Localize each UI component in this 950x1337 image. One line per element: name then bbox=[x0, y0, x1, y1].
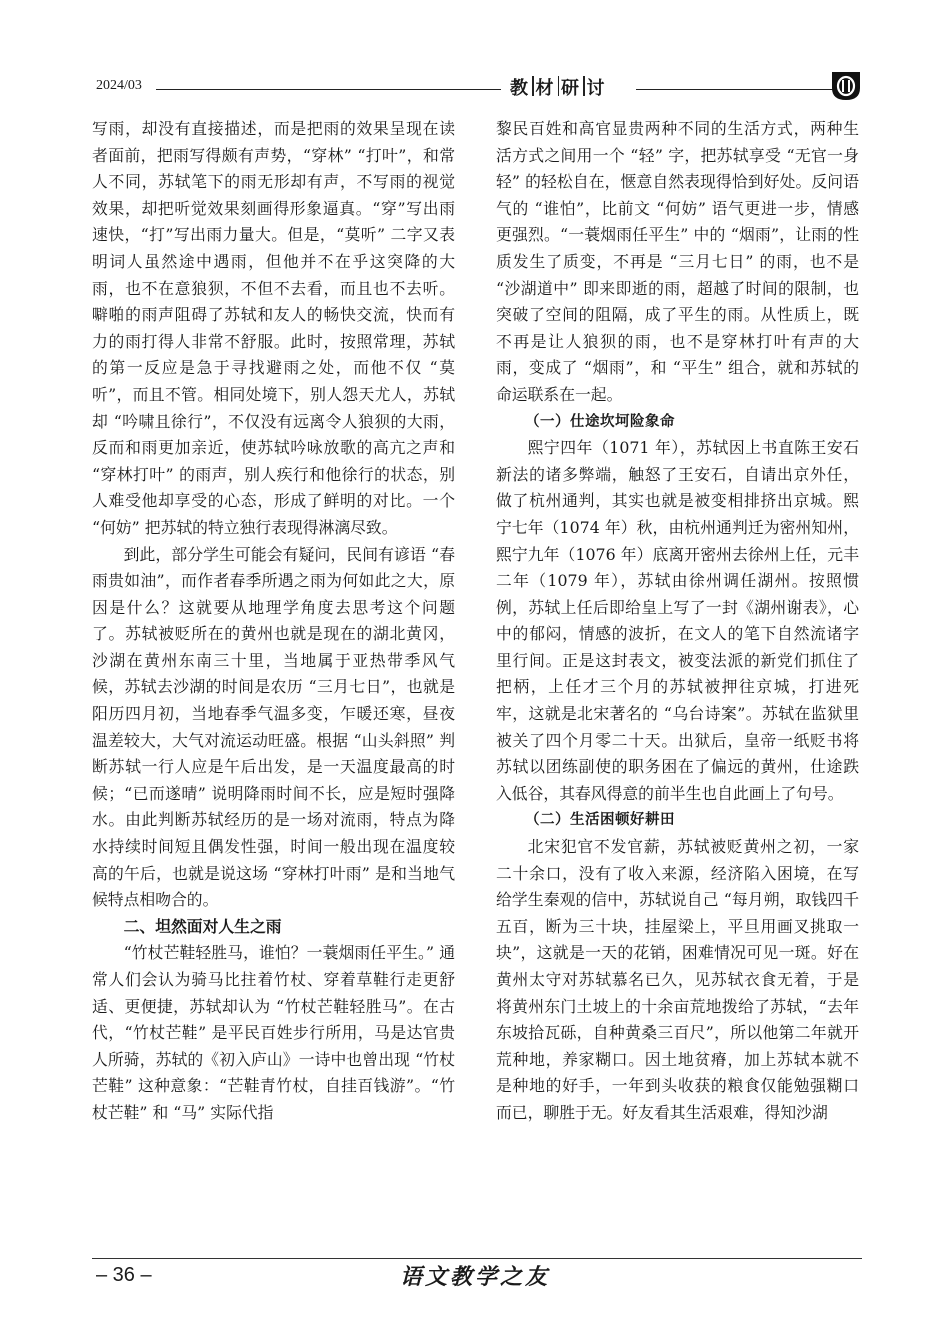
paragraph: 黎民百姓和高官显贵两种不同的生活方式，两种生活方式之间用一个 “轻” 字，把苏轼享受 “无官一身轻” 的轻松自在，惬意自然表现得恰到好处。反问语气的 “谁怕”，比前文 “何妨” 语气更进一步，情感更强烈。“一蓑烟雨任平生” 中的 “烟雨”，让雨的性质发生了质变，不再是 “三月七日” 的雨，也不是 “沙湖道中” 即来即逝的雨，超越了时间的限制，也突破了空间的阻隔，成了平生的雨。从性质上，既不再是让人狼狈的雨，也不是穿林打叶有声的大雨，变成了 “烟雨”，和 “平生” 组合，就和苏轼的命运联系在一起。 bbox=[496, 119, 859, 404]
paragraph: 熙宁四年（1071 年），苏轼因上书直陈王安石新法的诸多弊端，触怒了王安石，自请出京外任，做了杭州通判，其实也就是被变相排挤出京城。熙宁七年（1074 年）秋，由杭州通判迁为密州知州，熙宁九年（1076 年）底离开密州去徐州上任，元丰二年（1079 年），苏轼由徐州调任湖州。按照惯例，苏轼上任后即给皇上写了一封《湖州谢表》，心中的郁闷，情感的波折，在文人的笔下自然流诸字里行间。正是这封表文，被变法派的新党们抓住了把柄，上任才三个月的苏轼被押往京城，打进死牢，这就是北宋著名的 “乌台诗案”。苏轼在监狱里被关了四个月零二十天。出狱后，皇帝一纸贬书将苏轼以团练副使的职务困在了偏远的黄州，仕途跌入低谷，其春风得意的前半生也自此画上了句号。 bbox=[496, 438, 859, 803]
section-separator bbox=[558, 76, 560, 96]
paragraph: 写雨，却没有直接描述，而是把雨的效果呈现在读者面前，把雨写得颇有声势，“穿林” “打叶”，和常人不同，苏轼笔下的雨无形却有声，不写雨的视觉效果，却把听觉效果刻画得形象逼真。“穿”写出雨速快，“打”写出雨力量大。但是，“莫听” 二字又表明词人虽然途中遇雨，但他并不在乎这突降的大雨，也不在意狼狈，不但不去看，而且也不去听。噼啪的雨声阻碍了苏轼和友人的畅快交流，快而有力的雨打得人非常不舒服。此时，按照常理，苏轼的第一反应是急于寻找避雨之处，而他不仅 “莫听”，而且不管。相同处境下，别人怨天尤人，苏轼却 “吟啸且徐行”，不仅没有远离令人狼狈的大雨，反而和雨更加亲近，使苏轼吟咏放歌的高亢之声和 “穿林打叶” 的雨声，别人疾行和他徐行的状态，别人难受他却享受的心态，形成了鲜明的对比。一个 “何妨” 把苏轼的特立独行表现得淋漓尽致。 bbox=[92, 119, 455, 537]
paragraph: 北宋犯官不发官薪，苏轼被贬黄州之初，一家二十余口，没有了收入来源，经济陷入困境，在写给学生秦观的信中，苏轼说自己 “每月朔，取钱四千五百，断为三十块，挂屋梁上，平旦用画叉挑取一块”，这就是一天的花销，困难情况可见一斑。好在黄州太守对苏轼慕名已久，见苏轼衣食无着，于是将黄州东门土坡上的十余亩荒地拨给了苏轼，“去年东坡拾瓦砾，自种黄桑三百尺”，所以他第二年就开荒种地，养家糊口。因土地贫瘠，加上苏轼本就不是种地的好手，一年到头收获的粮食仅能勉强糊口而已，聊胜于无。好友看其生活艰难，得知沙湖 bbox=[496, 837, 859, 1122]
issue-date: 2024/03 bbox=[96, 78, 142, 93]
header-rule-right bbox=[636, 89, 834, 90]
header-rule-left bbox=[156, 89, 501, 90]
section-heading: （一）仕途坎坷险象命 bbox=[525, 413, 675, 430]
right-column bbox=[496, 116, 859, 1127]
section-heading: （二）生活困顿好耕田 bbox=[525, 812, 675, 829]
journal-name: 语文教学之友 bbox=[399, 1264, 550, 1290]
paragraph: “竹杖芒鞋轻胜马，谁怕？一蓑烟雨任平生。” 通常人们会认为骑马比拄着竹杖、穿着草鞋行走更舒适、更便捷，苏轼却认为 “竹杖芒鞋轻胜马”。在古代，“竹杖芒鞋” 是平民百姓步行所用，马是达官贵人所骑，苏轼的《初入庐山》一诗中也曾出现 “竹杖芒鞋” 这种意象：“芒鞋青竹杖，自挂百钱游”。“竹杖芒鞋” 和 “马” 实际代指 bbox=[92, 943, 455, 1122]
section-heading: 二、坦然面对人生之雨 bbox=[123, 916, 282, 936]
section-char: 研 bbox=[561, 78, 581, 99]
page-number: – 36 – bbox=[96, 1264, 152, 1286]
footer-rule bbox=[92, 1258, 862, 1259]
journal-logo-icon bbox=[830, 70, 862, 102]
section-title bbox=[510, 74, 628, 100]
section-separator bbox=[583, 76, 585, 96]
section-separator bbox=[532, 76, 534, 96]
left-column bbox=[92, 116, 455, 1127]
section-char: 教 bbox=[510, 78, 530, 99]
section-char: 讨 bbox=[586, 78, 607, 99]
paragraph: 到此，部分学生可能会有疑问，民间有谚语 “春雨贵如油”，而作者春季所遇之雨为何如此之大，原因是什么？这就要从地理学角度去思考这个问题了。苏轼被贬所在的黄州也就是现在的湖北黄冈，沙湖在黄州东南三十里，当地属于亚热带季风气候，苏轼去沙湖的时间是农历 “三月七日”，也就是阳历四月初，当地春季气温多变，乍暖还寒，昼夜温差较大，大气对流运动旺盛。根据 “山头斜照” 判断苏轼一行人应是午后出发，是一天温度最高的时候；“已而遂晴” 说明降雨时间不长，应是短时强降水。由此判断苏轼经历的是一场对流雨，特点为降水持续时间短且偶发性强，时间一般出现在温度较高的午后，也就是说这场 “穿林打叶雨” 是和当地气候特点相吻合的。 bbox=[92, 544, 455, 910]
section-char: 材 bbox=[535, 78, 556, 99]
running-header bbox=[96, 70, 864, 104]
